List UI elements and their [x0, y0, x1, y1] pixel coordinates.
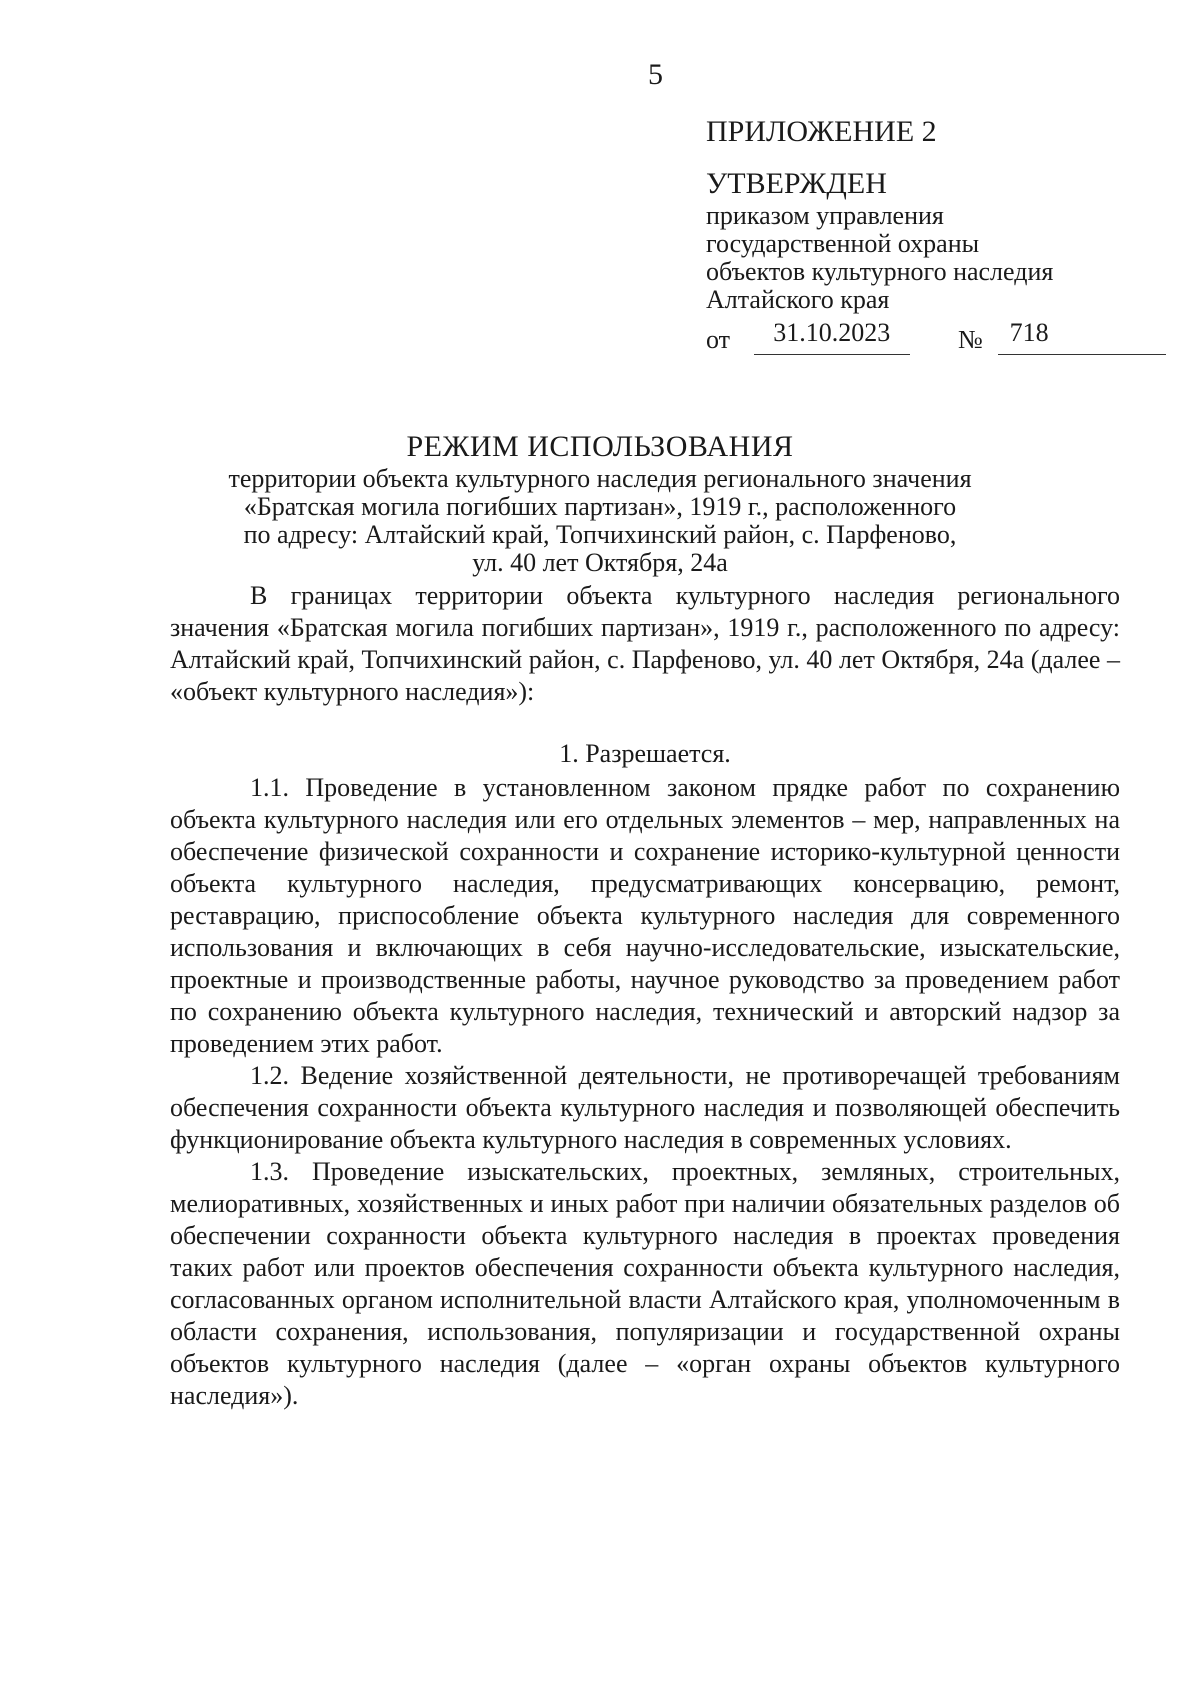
intro-paragraph: В границах территории объекта культурного наследия регионального значения «Братская могила погибших партизан», 1919 г., расположенного по адресу: Алтайский край, Топчихинский район, с. Парфеново, ул. 40 лет Октября, 24а (далее – «объект культурного наследия»): [170, 581, 1120, 706]
order-date: 31.10.2023 [754, 318, 910, 355]
document-title: РЕЖИМ ИСПОЛЬЗОВАНИЯ [406, 430, 794, 463]
document-subtitle-line: ул. 40 лет Октября, 24а [472, 548, 728, 577]
document-subtitle-line: территории объекта культурного наследия регионального значения [228, 464, 972, 493]
item-paragraph: 1.3. Проведение изыскательских, проектных, земляных, строительных, мелиоративных, хозяйственных и иных работ при наличии обязательных разделов об обеспечении сохранности объекта культурного наследия в проектах проведения таких работ или проектов обеспечения сохранности объекта культурного наследия, согласованных органом исполнительной власти Алтайского края, уполномоченным в области сохранения, использования, популяризации и государственной охраны объектов культурного наследия (далее – «орган охраны объектов культурного наследия»). [170, 1157, 1120, 1410]
document-subtitle-line: по адресу: Алтайский край, Топчихинский район, с. Парфеново, [243, 520, 957, 549]
issuer-line: приказом управления [706, 201, 944, 230]
page-number: 5 [648, 58, 663, 91]
item-paragraph: 1.1. Проведение в установленном законом прядке работ по сохранению объекта культурного наследия или его отдельных элементов – мер, направленных на обеспечение физической сохранности и сохранение историко-культурной ценности объекта культурного наследия, предусматривающих консервацию, ремонт, реставрацию, приспособление объекта культурного наследия для современного использования и включающих в себя научно-исследовательские, изыскательские, проектные и производственные работы, научное руководство за проведением работ по сохранению объекта культурного наследия, технический и авторский надзор за проведением этих работ. [170, 773, 1120, 1058]
issuer-line: Алтайского края [706, 285, 890, 314]
order-from-label: от [706, 325, 731, 354]
issuer-line: объектов культурного наследия [706, 257, 1054, 286]
section-heading: 1. Разрешается. [559, 739, 731, 768]
body-text [170, 580, 1120, 1412]
item-paragraph: 1.2. Ведение хозяйственной деятельности, не противоречащей требованиям обеспечения сохранности объекта культурного наследия и позволяющей обеспечить функционирование объекта культурного наследия в современных условиях. [170, 1061, 1120, 1154]
approved-label: УТВЕРЖДЕН [706, 167, 887, 200]
document-subtitle-line: «Братская могила погибших партизан», 1919 г., расположенного [243, 492, 957, 521]
order-date-number-row [706, 318, 1166, 355]
appendix-label: ПРИЛОЖЕНИЕ 2 [706, 115, 937, 148]
title-block [150, 430, 1050, 576]
issuer-line: государственной охраны [706, 229, 980, 258]
approval-block [706, 112, 1166, 355]
order-number-sign: № [957, 325, 983, 354]
order-number: 718 [998, 318, 1166, 355]
